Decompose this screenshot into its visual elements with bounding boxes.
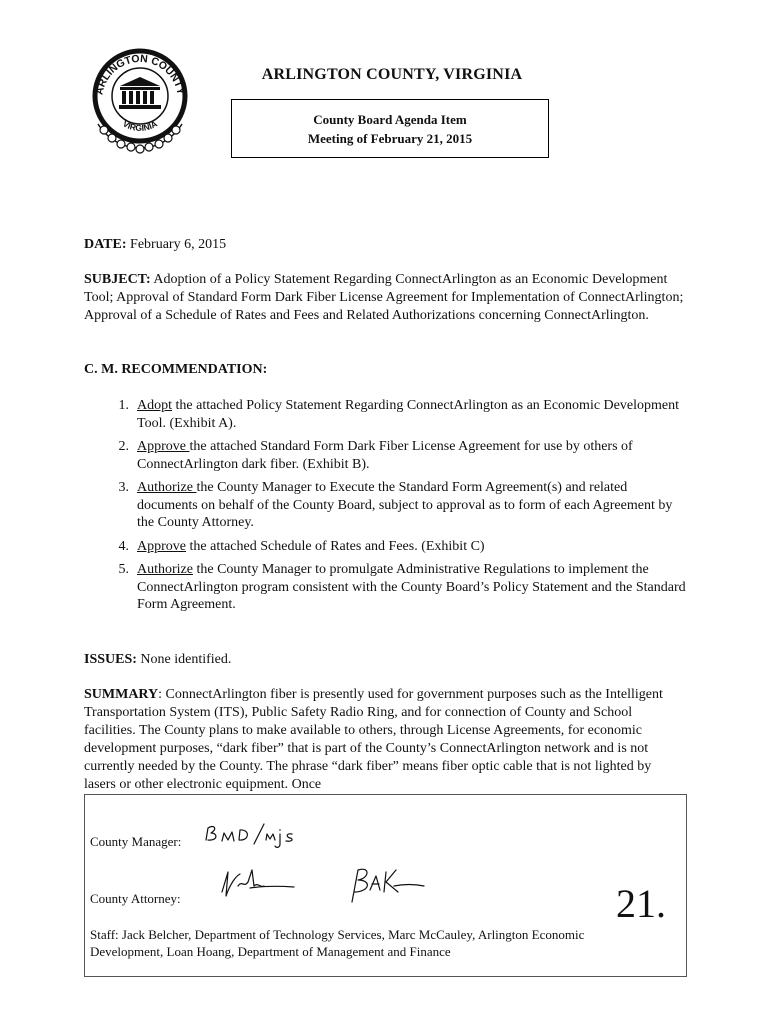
recommendation-item [107,438,687,473]
county-attorney-label: County Attorney: [90,891,181,906]
svg-text:ARLINGTON COUNTY: ARLINGTON COUNTY [93,52,187,96]
recommendation-list [107,397,687,620]
staff-line: Staff: Jack Belcher, Department of Technology Services, Marc McCauley, Arlington Economic Development, Loan Hoang, Department of Management and Finance [90,927,585,959]
date-value: February 6, 2015 [130,237,227,252]
county-manager-label: County Manager: [90,834,182,849]
item-text: the County Manager to promulgate Administrative Regulations to implement the ConnectArlington program consistent with the County Board’s Policy Statement and the Standard Form Agreement. [137,562,686,612]
county-manager-initials-signature [202,820,298,850]
svg-text:VIRGINIA: VIRGINIA [121,118,159,133]
item-text: the attached Schedule of Rates and Fees. (Exhibit C) [186,538,485,554]
agenda-item-title: County Board Agenda Item [313,112,467,127]
item-number: 2. [118,439,129,454]
agenda-item-number: 21. [616,881,666,926]
item-verb: Authorize [137,562,193,577]
subject-paragraph [84,271,684,325]
item-verb: Approve [137,439,190,454]
item-verb: Authorize [137,480,197,495]
issues-text: None identified. [140,652,232,667]
agenda-item-box [231,99,549,158]
recommendation-item [107,397,687,432]
subject-label: SUBJECT: [84,272,151,287]
issues-line [84,651,684,669]
county-attorney-signature [214,862,296,904]
item-number: 1. [118,398,129,413]
item-text: the attached Standard Form Dark Fiber License Agreement for use by others of ConnectArlington dark fiber. (Exhibit B). [137,439,633,472]
date-label: DATE: [84,237,127,252]
item-text: the County Manager to Execute the Standard Form Agreement(s) and related documents on behalf of the County Board, subject to approval as to form of each Agreement by the County Attorney. [137,480,673,530]
item-number: 3. [118,480,129,495]
item-verb: Adopt [137,398,172,413]
meeting-date: Meeting of February 21, 2015 [307,131,473,146]
recommendation-heading: C. M. RECOMMENDATION: [84,362,268,377]
recommendation-item [107,479,687,532]
summary-paragraph [84,686,684,794]
date-line [84,236,684,254]
second-attorney-signature [344,862,428,906]
county-seal-logo [84,44,196,162]
subject-text: Adoption of a Policy Statement Regarding ConnectArlington as an Economic Development Tool; Approval of Standard Form Dark Fiber License Agreement for Implementation of ConnectArlington; Approval of a Schedule of Rates and Fees and Related Authorizations concerning ConnectArlington. [84,272,684,323]
summary-text: : ConnectArlington fiber is presently used for government purposes such as the Intelligent Transportation System (ITS), Public Safety Radio Ring, and for connection of County and School facilities. The County plans to make available to others, through License Agreements, for economic development purposes, “dark fiber” that is part of the County’s ConnectArlington network and is not currently needed by the County. The phrase “dark fiber” means fiber optic cable that is not lighted by lasers or other electronic equipment. Once [84,687,663,792]
item-verb: Approve [137,538,186,554]
recommendation-item [107,561,687,614]
summary-label: SUMMARY [84,687,159,702]
issues-label: ISSUES: [84,652,137,667]
item-number: 5. [118,562,129,577]
item-text: the attached Policy Statement Regarding ConnectArlington as an Economic Development Tool. (Exhibit A). [137,398,679,431]
county-title: ARLINGTON COUNTY, VIRGINIA [261,66,523,83]
recommendation-item [107,538,687,556]
item-number: 4. [118,538,129,554]
